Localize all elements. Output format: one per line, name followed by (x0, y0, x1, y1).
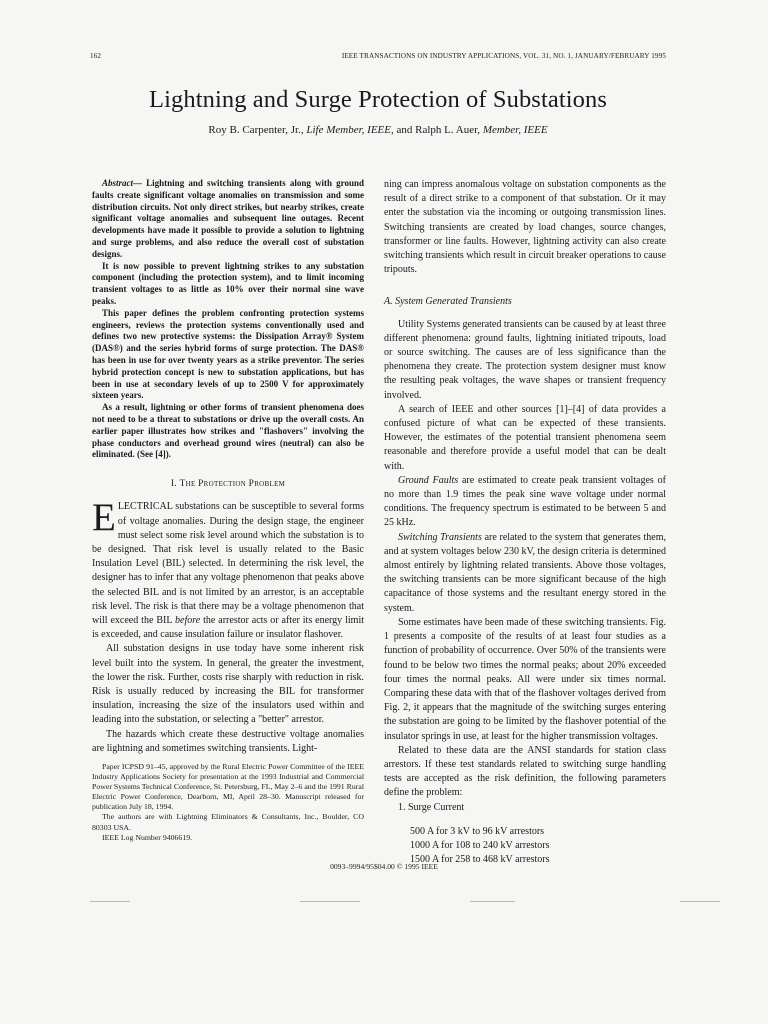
arrestor-line: 1500 A for 258 to 468 kV arrestors (410, 853, 550, 865)
section-title: The Protection Problem (179, 479, 286, 490)
abstract-label: Abstract— (102, 178, 143, 188)
right-paragraph-5: Some estimates have been made of these switching transients. Fig. 1 presents a composite of the results of at least four studies as a function of probability of occurrence. Over 50% of the transients were found to be below two times the normal peaks; about 20% exceeded four times the normal peaks. All were under six times normal. Comparing these data with that of the flashover voltages derived from Fig. 2, it appears that the magnitude of the switching surges entering the substation are going to be limited by the flashover potential of the insulator springs in use, at least for the higher transmission voltages. (384, 616, 666, 742)
page-number: 162 (90, 52, 102, 60)
subsection-heading: A. System Generated Transients (384, 296, 512, 308)
copyright-line: 0093–9994/95$04.00 © 1995 IEEE (330, 862, 438, 871)
list-item-surge-current: 1. Surge Current (398, 801, 465, 813)
right-paragraph-3: Ground Faults are estimated to create peak transient voltages of no more than 1.9 times the peak sine wave voltage under normal conditions. The frequency spectrum is estimated to be between 5 and 25 kHz. (384, 474, 666, 529)
drop-cap: E (92, 496, 116, 540)
scan-rule (470, 901, 515, 902)
author-line (90, 124, 666, 136)
author-1-role: Life Member, IEEE, (306, 124, 394, 136)
scan-rule (300, 901, 360, 902)
left-column (92, 178, 364, 843)
right-paragraph-4: Switching Transients are related to the system that generates them, and at system voltages below 230 kV, the design criteria is determined almost entirely by lightning related transients. Above those voltages, the switching transients can be more significant because of the high capacitance of those systems and the resultant energy stored in the system. (384, 531, 666, 614)
abstract-p3: This paper defines the problem confronting protection systems engineers, reviews the protection systems conventionally used and defines two new protective systems: the Dissipation Array® System (DAS®) and the series hybrid forms of surge protection. The DAS® has been in use for over twenty years as a strike preventor. The series hybrid protection concept is new to substation applications, but has been in use at secondary levels of up to 2500 V for approximately sixteen years. (92, 307, 364, 401)
section-number: I. (170, 479, 177, 490)
journal-info: IEEE TRANSACTIONS ON INDUSTRY APPLICATIONS, VOL. 31, NO. 1, JANUARY/FEBRUARY 1995 (341, 52, 666, 60)
section1-paragraph-1: ELECTRICAL substations can be susceptible to several forms of voltage anomalies. During the design stage, the engineer must select some risk level around which the substation is to be designed. That risk level is usually related to the Basic Insulation Level (BIL) selected. In determining the risk level, the designer has to infer that any voltage phenomenon that peaks above the selected BIL and is not limited by an arrestor, is an acceptable risk level. The risk is that there may be a voltage phenomenon that will exceed the BIL before the arrestor acts or after its energy limit is exceeded, and cause insulation failure or insulator flashover. (92, 496, 365, 641)
right-paragraph-1: Utility Systems generated transients can be caused by at least three different phenomena: ground faults, lightning initiated tripouts, load or source switching. The causes are of less significance than the phenomena they create. The protection system designer must know the resulting peak voltages, the wave shapes or transient frequency involved. (384, 318, 666, 401)
section1-paragraph-2: All substation designs in use today have some inherent risk level built into the system. In general, the greater the investment, the lower the risk. Further, costs rise sharply with reduction in risk. Risk is usually reduced by increasing the BIL for transformer insulation, increasing the size of the insulators used within and leading into the substation, or selecting a "better" arrestor. (92, 643, 364, 726)
footnote (92, 762, 364, 843)
abstract (92, 178, 364, 461)
abstract-p2: It is now possible to prevent lightning strikes to any substation component (including the protection system), and to limit incoming transient voltages to as little as 10% over their normal sine wave peaks. (92, 260, 364, 306)
paper-title: Lightning and Surge Protection of Substations (149, 86, 607, 113)
abstract-p4: As a result, lightning or other forms of transient phenomena does not need to be a threat to substations or drive up the overall costs. An earlier paper illustrates how strikes and "flashovers" involving the phase conductors and overhead ground wires (neutral) can also be eliminated. (See [4]). (92, 402, 364, 460)
section1-paragraph-3: The hazards which create these destructive voltage anomalies are lightning and sometimes switching transients. Light- (92, 728, 364, 754)
scan-rule (680, 901, 720, 902)
footnote-2: The authors are with Lightning Eliminators & Consultants, Inc., Boulder, CO 80303 USA. (92, 812, 364, 832)
scan-rule (90, 901, 130, 902)
section-heading (92, 477, 364, 491)
right-paragraph-6: Related to these data are the ANSI standards for station class arrestors. If these test standards related to switching surge handling tests are accepted as the risk definition, the following parameters define the problem: (384, 744, 666, 799)
footnote-1: Paper ICPSD 91–45, approved by the Rural Electric Power Committee of the IEEE Industry Applications Society for presentation at the 1993 Industrial and Commercial Power Systems Technical Conference, St. Petersburg, FL, May 2–6 and the 1991 Rural Electric Power Conference, Dearborn, MI, April 28–30. Manuscript released for publication July 18, 1994. (92, 761, 364, 812)
arrestor-list (410, 825, 666, 867)
arrestor-line: 500 A for 3 kV to 96 kV arrestors (410, 825, 545, 837)
arrestor-line: 1000 A for 108 to 240 kV arrestors (410, 839, 550, 851)
right-paragraph-2: A search of IEEE and other sources [1]–[4] of data provides a confused picture of what can be expected of these transients. However, the estimates of the potential transient phenomena seem reasonable and therefore provide a useful model that can be dealt with. (384, 403, 666, 472)
abstract-p1: Lightning and switching transients along with ground faults create significant voltage anomalies on transmission and some distribution circuits. Not only direct strikes, but nearby strikes, create significant voltage anomalies and subsequent line outages. Recent developments have made it possible to provide a solution to lightning and surge problems, and also reduce the overall cost of substation designs. (92, 178, 364, 259)
right-column (384, 178, 666, 867)
author-2: and Ralph L. Auer, (396, 124, 481, 136)
author-2-role: Member, IEEE (482, 124, 548, 136)
footnote-3: IEEE Log Number 9406619. (102, 832, 193, 842)
continued-paragraph: ning can impress anomalous voltage on substation components as the result of a direct strike to a component of that substation. Or it may enter the substation via the incoming or outgoing transmission lines. Switching transients are created by load changes, source changes, transformer or line faults. However, lightning activity can also create switching transients which result in circuit breaker operations to cause tripouts. (384, 179, 666, 276)
author-1: Roy B. Carpenter, Jr., (208, 124, 304, 136)
